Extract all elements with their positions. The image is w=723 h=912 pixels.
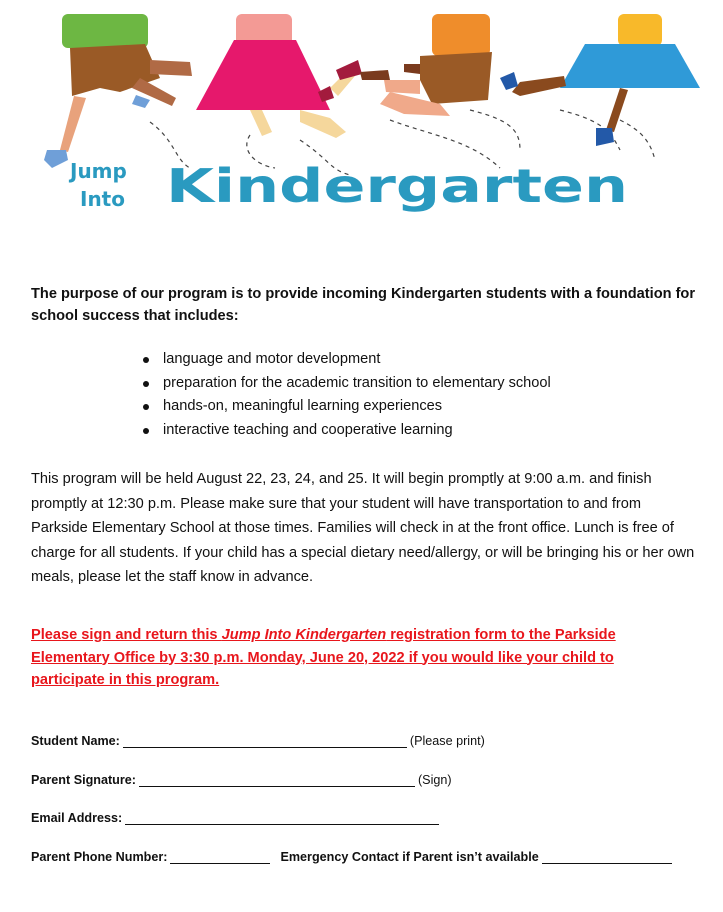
student-name-row	[31, 733, 485, 748]
title-into-text: Into	[80, 187, 125, 211]
notice-text-end: registration form to the Parkside Elementary Office by 3:30 p.m. Monday, June 20, 2022 if you would like your child to participate in this program.	[31, 627, 616, 688]
phone-row	[31, 849, 675, 864]
student-name-field[interactable]	[123, 733, 407, 748]
phone-label: Parent Phone Number:	[31, 850, 168, 864]
goals-list	[140, 348, 551, 442]
header-banner	[0, 0, 723, 225]
list-item: preparation for the academic transition to elementary school	[140, 372, 551, 396]
parent-signature-label: Parent Signature:	[31, 773, 136, 787]
student-name-label: Student Name:	[31, 734, 120, 748]
list-item: hands-on, meaningful learning experiences	[140, 395, 551, 419]
parent-signature-field[interactable]	[139, 772, 415, 787]
notice-program-name: Jump Into Kindergarten	[221, 627, 387, 643]
kid-pink-skirt	[196, 14, 362, 138]
parent-signature-row	[31, 772, 452, 787]
phone-field[interactable]	[170, 849, 270, 864]
email-row	[31, 810, 442, 825]
purpose-statement: The purpose of our program is to provide incoming Kindergarten students with a foundation for school success that includes:	[31, 286, 696, 324]
email-label: Email Address:	[31, 811, 123, 825]
notice-text-start: Please sign and return this	[31, 627, 222, 643]
kid-orange-shirt	[360, 14, 492, 116]
parent-signature-hint: (Sign)	[417, 773, 452, 787]
emergency-contact-field[interactable]	[542, 849, 672, 864]
registration-notice	[31, 624, 681, 692]
title-kindergarten-text: Kindergarten	[166, 159, 628, 213]
email-field[interactable]	[125, 810, 439, 825]
emergency-contact-label: Emergency Contact if Parent isn’t available	[280, 850, 539, 864]
kid-blue-skirt	[500, 14, 700, 146]
kid-green-shirt	[44, 14, 192, 168]
student-name-hint: (Please print)	[409, 734, 485, 748]
list-item: language and motor development	[140, 348, 551, 372]
list-item: interactive teaching and cooperative learning	[140, 419, 551, 443]
title-jump-text: Jump	[70, 159, 127, 183]
program-details: This program will be held August 22, 23, 24, and 25. It will begin promptly at 9:00 a.m. and finish promptly at 12:30 p.m. Please make sure that your student will have transportation to and from Parkside Elementary School at those times. Families will check in at the front office. Lunch is free of charge for all students. If your child has a special dietary need/allergy, or will be bringing his or her own meals, please let the staff know in advance.	[31, 471, 695, 585]
jumping-kids-illustration	[0, 0, 723, 225]
